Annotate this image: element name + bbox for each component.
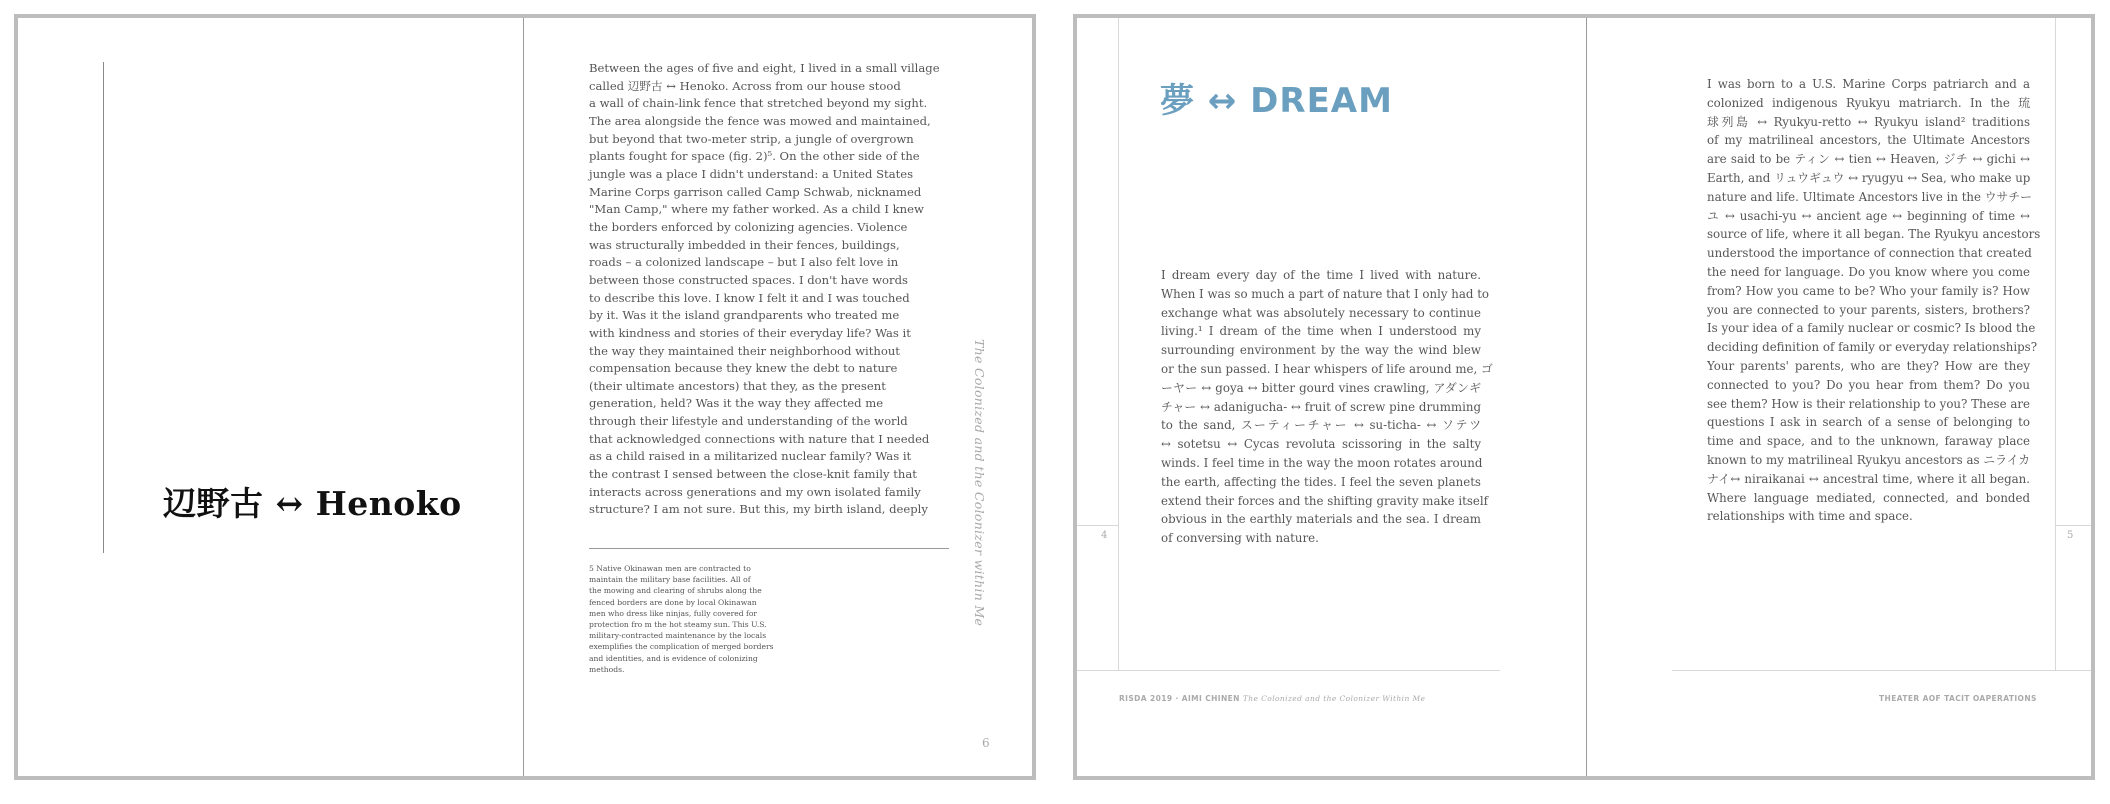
body-line: 球列島 ↔ Ryukyu-retto ↔ Ryukyu island² traditions: [1707, 114, 2030, 129]
body-line: by it. Was it the island grandparents who treated me: [589, 308, 900, 323]
body-line: or the sun passed. I hear whispers of life around me, ゴ: [1161, 361, 1493, 376]
body-line: I dream every day of the time I lived with nature.: [1161, 268, 1481, 282]
body-line: チャー ↔ adanigucha- ↔ fruit of screw pine drumming: [1161, 399, 1481, 414]
footnote-divider: [589, 548, 949, 549]
body-line: colonized indigenous Ryukyu matriarch. In the 琉: [1707, 95, 2030, 110]
body-line: are said to be ティン ↔ tien ↔ Heaven, ジチ ↔ gichi ↔: [1707, 152, 2030, 167]
footer-rule: [1077, 670, 1500, 671]
body-text: [589, 60, 940, 519]
footnote-line: maintain the military base facilities. All of: [589, 575, 751, 585]
body-line: exchange what was absolutely necessary to continue: [1161, 305, 1481, 320]
footnote-line: fenced borders are done by local Okinawan: [589, 597, 757, 607]
body-line: "Man Camp," where my father worked. As a child I knew: [589, 202, 924, 217]
dream-body-text: [1161, 266, 1493, 548]
margin-rule: [1077, 525, 1118, 526]
body-line: questions I ask in search of a sense of belonging to: [1707, 415, 2030, 430]
body-line: winds. I feel time in the way the moon rotates around: [1161, 455, 1483, 470]
footnote-line: methods.: [589, 664, 625, 674]
footer-right: THEATER AOF TACIT OAPERATIONS: [1879, 694, 2037, 703]
body-line: When I was so much a part of nature that I only had to: [1161, 286, 1490, 301]
body-line: obvious in the earthly materials and the sea. I dream: [1161, 512, 1481, 527]
page-number-right: 5: [2067, 530, 2074, 541]
footnote-line: military-contracted maintenance by the locals: [589, 631, 767, 641]
left-spread: [14, 14, 1036, 780]
body-line: the way they maintained their neighborhood without: [589, 343, 900, 358]
body-line: roads – a colonized landscape – but I also felt love in: [589, 255, 899, 270]
body-line: that acknowledged connections with nature that I needed: [589, 431, 930, 446]
body-line: the earth, affecting the tides. I feel the seven planets: [1161, 474, 1481, 489]
body-line: of conversing with nature.: [1161, 531, 1319, 546]
right-spread: [1073, 14, 2095, 780]
section-title: 夢 ↔ DREAM: [1160, 81, 1393, 121]
margin-line: [2055, 18, 2056, 670]
body-line: deciding definition of family or everyday relationships?: [1707, 340, 2038, 355]
body-line: as a child raised in a militarized nuclear family? Was it: [589, 449, 912, 464]
footer-credit: RISDA 2019 · AIMI CHINEN: [1119, 694, 1240, 703]
footer-rule: [1672, 670, 2092, 671]
right-body-text: [1707, 75, 2041, 526]
footnote-line: the mowing and clearing of shrubs along the: [589, 586, 762, 596]
body-line: source of life, where it all began. The Ryukyu ancestors: [1707, 227, 2041, 242]
body-line: relationships with time and space.: [1707, 509, 1913, 524]
body-line: understood the importance of connection that created: [1707, 246, 2032, 261]
body-line: was structurally imbedded in their fences, buildings,: [589, 237, 900, 252]
body-line: Where language mediated, connected, and bonded: [1707, 490, 2030, 505]
body-line: ユ ↔ usachi-yu ↔ ancient age ↔ beginning of time ↔: [1707, 208, 2030, 223]
body-line: I was born to a U.S. Marine Corps patriarch and a: [1707, 77, 2030, 91]
body-line: Between the ages of five and eight, I lived in a small village: [589, 61, 940, 75]
body-line: to describe this love. I know I felt it and I was touched: [589, 290, 910, 305]
body-line: from? How you came to be? Who your family is? How: [1707, 283, 2030, 298]
body-line: Is your idea of a family nuclear or cosmic? Is blood the: [1707, 321, 2036, 336]
footnote-line: and identities, and is evidence of colonizing: [589, 653, 758, 663]
body-line: (their ultimate ancestors) that they, as the present: [589, 378, 886, 393]
body-line: to the sand, スーティーチャー ↔ su-ticha- ↔ ソテツ: [1161, 418, 1481, 433]
footnote-line: protection fro m the hot steamy sun. This U.S.: [589, 620, 767, 630]
page-number: 6: [982, 736, 990, 750]
body-line: ↔ sotetsu ↔ Cycas revoluta scissoring in the salty: [1161, 437, 1481, 452]
footnote: [589, 563, 789, 675]
body-line: Earth, and リュウギュウ ↔ ryugyu ↔ Sea, who make up: [1707, 170, 2031, 185]
body-line: generation, held? Was it the way they affected me: [589, 396, 884, 411]
running-title: The Colonized and the Colonizer within Me: [972, 339, 987, 627]
body-line: interacts across generations and my own isolated family: [589, 484, 921, 499]
spine-gutter: [523, 18, 524, 776]
body-line: surrounding environment by the way the wind blew: [1161, 343, 1481, 358]
body-line: through their lifestyle and understanding of the world: [589, 414, 908, 429]
body-line: of my matrilineal ancestors, the Ultimate Ancestors: [1707, 133, 2030, 148]
body-line: ナイ↔ niraikanai ↔ ancestral time, where it all began.: [1707, 471, 2030, 486]
page-number-left: 4: [1101, 530, 1108, 541]
body-line: known to my matrilineal Ryukyu ancestors as ニライカ: [1707, 452, 2030, 467]
body-line: living.¹ I dream of the time when I understood my: [1161, 324, 1481, 339]
body-line: between those constructed spaces. I don't have words: [589, 272, 908, 287]
title-rule: [103, 62, 104, 553]
body-line: the need for language. Do you know where you come: [1707, 264, 2030, 279]
body-line: compensation because they knew the debt to nature: [589, 361, 898, 376]
body-line: plants fought for space (fig. 2)⁵. On the other side of the: [589, 149, 920, 164]
chapter-title: 辺野古 ↔ Henoko: [163, 484, 462, 523]
footnote-line: 5 Native Okinawan men are contracted to: [589, 564, 751, 573]
body-line: see them? How is their relationship to you? These are: [1707, 396, 2030, 411]
body-line: jungle was a place I didn't understand: a United States: [589, 166, 914, 181]
footer-title: The Colonized and the Colonizer Within Me: [1242, 694, 1426, 703]
body-line: the borders enforced by colonizing agencies. Violence: [589, 219, 908, 234]
footnote-line: exemplifies the complication of merged borders: [589, 642, 774, 652]
body-line: called 辺野古 ↔ Henoko. Across from our house stood: [589, 78, 901, 93]
margin-rule: [2055, 525, 2095, 526]
body-line: structure? I am not sure. But this, my birth island, deeply: [589, 502, 928, 517]
body-line: you are connected to your parents, sisters, brothers?: [1707, 302, 2030, 317]
body-line: connected to you? Do you hear from them? Do you: [1707, 377, 2030, 392]
footnote-line: men who dress like ninjas, fully covered for: [589, 608, 758, 618]
spine-gutter: [1586, 18, 1587, 776]
footer-left: [1119, 694, 1425, 703]
body-line: but beyond that two-meter strip, a jungle of overgrown: [589, 131, 914, 146]
body-line: a wall of chain-link fence that stretched beyond my sight.: [589, 96, 928, 111]
body-line: extend their forces and the shifting gravity make itself: [1161, 493, 1489, 508]
body-line: the contrast I sensed between the close-knit family that: [589, 467, 917, 482]
body-line: Your parents' parents, who are they? How are they: [1707, 358, 2030, 373]
body-line: with kindness and stories of their everyday life? Was it: [589, 325, 911, 340]
body-line: time and space, and to the unknown, faraway place: [1707, 434, 2030, 449]
body-line: The area alongside the fence was mowed and maintained,: [589, 113, 931, 128]
body-line: nature and life. Ultimate Ancestors live in the ウサチー: [1707, 189, 2032, 204]
body-line: ーヤー ↔ goya ↔ bitter gourd vines crawling, アダンギ: [1161, 380, 1481, 395]
margin-line: [1118, 18, 1119, 670]
body-line: Marine Corps garrison called Camp Schwab, nicknamed: [589, 184, 922, 199]
